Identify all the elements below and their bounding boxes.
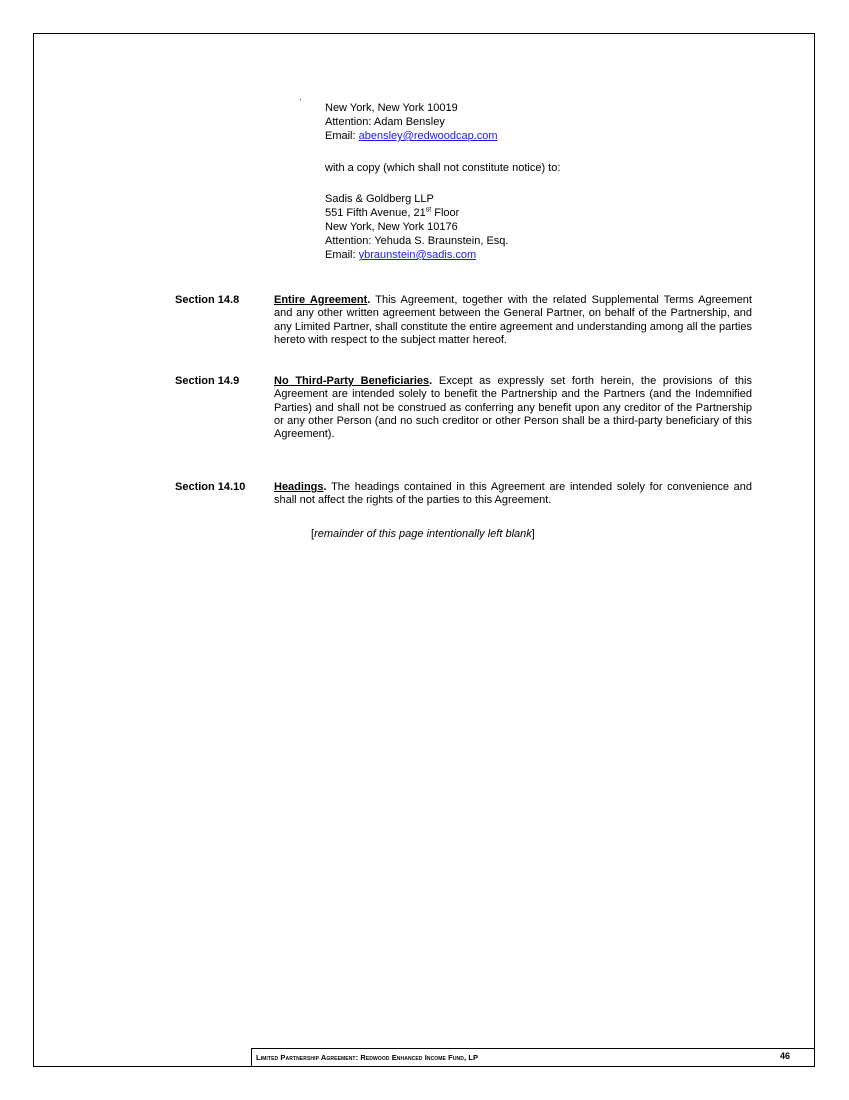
section-number: Section 14.9 bbox=[175, 375, 240, 387]
section-14-9 bbox=[175, 375, 752, 441]
section-14-10 bbox=[175, 481, 752, 508]
section-text: This Agreement, together with the related Supplemental Terms Agreement and any other written agreement between the General Partner, on behalf of the Partnership, and any Limited Partner, shall constitute the entire agreement and understanding among all the parties hereto with respect to the subject matter hereof. bbox=[274, 294, 752, 346]
page-footer bbox=[251, 1048, 815, 1067]
email-link-braunstein[interactable]: ybraunstein@sadis.com bbox=[358, 249, 477, 261]
section-14-8 bbox=[175, 294, 752, 347]
address-attention: Attention: Adam Bensley bbox=[325, 116, 445, 128]
section-body: No Third-Party Beneficiaries. Except as expressly set forth herein, the provisions of this Agreement are intended solely to benefit the Partnership and the Partners (and the Indemnified Parties) and shall not be construed as conferring any benefit upon any creditor of the Partnership or any other Person (and no such creditor or other Person shall be a third-party beneficiary of this Agreement). bbox=[274, 375, 752, 441]
section-title: Entire Agreement bbox=[274, 294, 368, 306]
copy-attention: Attention: Yehuda S. Braunstein, Esq. bbox=[325, 235, 509, 247]
street-part-2: Floor bbox=[431, 207, 460, 219]
email-label: Email: bbox=[325, 130, 359, 142]
address-line-1: New York, New York 10019 bbox=[325, 102, 458, 114]
document-page bbox=[33, 33, 815, 1067]
email2-label: Email: bbox=[325, 249, 359, 261]
email-link-bensley[interactable]: abensley@redwoodcap.com bbox=[358, 130, 498, 142]
copy-firm-name: Sadis & Goldberg LLP bbox=[325, 193, 434, 205]
page-number: 46 bbox=[779, 1051, 790, 1061]
street-superscript: st bbox=[425, 206, 432, 214]
section-body: Headings. The headings contained in this Agreement are intended solely for convenience and shall not affect the rights of the parties to this Agreement. bbox=[274, 481, 752, 507]
section-number: Section 14.8 bbox=[175, 294, 240, 306]
copy-note: with a copy (which shall not constitute notice) to: bbox=[325, 162, 561, 174]
section-title: No Third-Party Beneficiaries bbox=[274, 375, 430, 387]
section-number: Section 14.10 bbox=[175, 481, 246, 493]
blank-page-note: [remainder of this page intentionally left blank] bbox=[311, 528, 535, 540]
address-email-line bbox=[325, 130, 498, 144]
copy-email-line bbox=[325, 249, 476, 263]
section-title: Headings bbox=[274, 481, 324, 493]
section-body: Entire Agreement. This Agreement, together with the related Supplemental Terms Agreement and any other written agreement between the General Partner, on behalf of the Partnership, and any Limited Partner, shall constitute the entire agreement and understanding among all the parties hereto with respect to the subject matter hereof. bbox=[274, 294, 752, 346]
section-text: Except as expressly set forth herein, the provisions of this Agreement are intended solely to benefit the Partnership and the Partners (and the Indemnified Parties) and shall not be construed as conferring any benefit upon any creditor of the Partnership or any other Person (and no such creditor or other Person shall be a third-party beneficiary of this Agreement). bbox=[274, 375, 752, 441]
section-text: The headings contained in this Agreement are intended solely for convenience and shall not affect the rights of the parties to this Agreement. bbox=[274, 481, 752, 507]
blank-page-note-text: remainder of this page intentionally left blank bbox=[314, 528, 532, 540]
stray-mark bbox=[300, 99, 301, 100]
street-part-1: 551 Fifth Avenue, 21 bbox=[325, 207, 426, 219]
footer-title: Limited Partnership Agreement: Redwood Enhanced Income Fund, LP bbox=[256, 1053, 479, 1062]
copy-street bbox=[325, 207, 459, 221]
copy-city: New York, New York 10176 bbox=[325, 221, 458, 233]
